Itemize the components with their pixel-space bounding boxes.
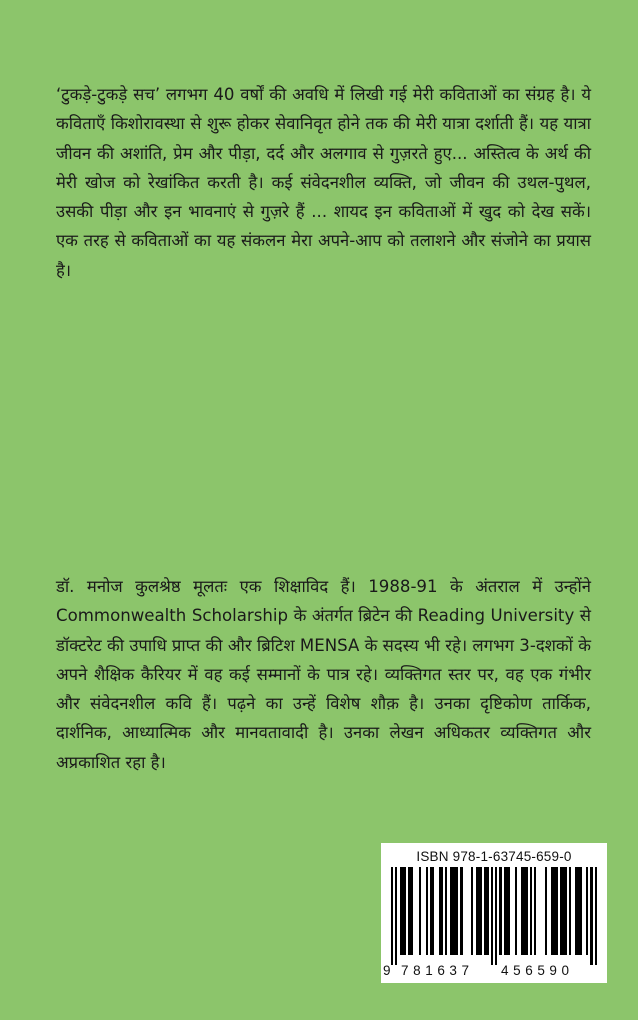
barcode-bar-13 [484, 867, 488, 955]
barcode-digit-first: 9 [383, 963, 391, 978]
barcode-bar-27 [586, 867, 588, 955]
barcode-bar-11 [471, 867, 473, 955]
isbn-label: ISBN 978-1-63745-659-0 [416, 849, 572, 864]
barcode-bar-2 [400, 867, 407, 955]
barcode-bar-19 [521, 867, 528, 955]
barcode-bar-1 [395, 867, 397, 965]
barcode-bar-25 [569, 867, 571, 955]
barcode-bar-28 [590, 867, 592, 965]
barcode-bar-12 [476, 867, 483, 955]
barcode-bar-6 [430, 867, 434, 955]
barcode-bar-15 [495, 867, 497, 965]
barcode-bar-21 [534, 867, 536, 955]
barcode-bars [391, 867, 597, 965]
barcode-bar-5 [426, 867, 428, 955]
barcode-bar-22 [545, 867, 547, 955]
barcode-bar-7 [439, 867, 443, 955]
barcode-bar-29 [595, 867, 597, 965]
barcode-bar-10 [460, 867, 462, 955]
barcode-bar-9 [450, 867, 459, 955]
barcode-digits [381, 963, 607, 981]
barcode-bar-3 [408, 867, 412, 955]
isbn-barcode [381, 843, 607, 983]
barcode-bar-18 [515, 867, 517, 955]
barcode-digits-right: 456590 [501, 963, 574, 978]
barcode-bar-24 [560, 867, 567, 955]
barcode-bar-23 [551, 867, 558, 955]
barcode-bar-8 [445, 867, 447, 955]
barcode-bar-14 [491, 867, 493, 965]
barcode-bar-4 [419, 867, 421, 955]
barcode-digits-left: 781637 [401, 963, 474, 978]
barcode-bar-0 [391, 867, 393, 965]
author-bio: डॉ. मनोज कुलश्रेष्ठ मूलतः एक शिक्षाविद हैं। 1988-91 के अंतराल में उन्होंने Commonwealth Scholarship के अंतर्गत ब्रिटेन की Reading University से डॉक्टरेट की उपाधि प्राप्त की और ब्रिटिश MENSA के सदस्य भी रहे। लगभग 3-दशकों के अपने शैक्षिक कैरियर में वह कई सम्मानों के पात्र रहे। व्यक्तिगत स्तर पर, वह एक गंभीर और संवेदनशील कवि हैं। पढ़ने का उन्हें विशेष शौक़ है। उनका दृष्टिकोण तार्किक, दार्शनिक, आध्यात्मिक और मानवतावादी है। उनका लेखन अधिकतर व्यक्तिगत और अप्रकाशित रहा है। [56, 577, 591, 772]
barcode-bar-17 [504, 867, 511, 955]
barcode-bar-26 [575, 867, 582, 955]
barcode-bar-20 [530, 867, 532, 955]
barcode-bar-16 [499, 867, 501, 955]
book-description: ‘टुकड़े-टुकड़े सच’ लगभग 40 वर्षों की अवधि में लिखी गई मेरी कविताओं का संग्रह है। ये कविताएँ किशोरावस्था से शुरू होकर सेवानिवृत होने तक की मेरी यात्रा दर्शाती हैं। यह यात्रा जीवन की अशांति, प्रेम और पीड़ा, दर्द और अलगाव से गुज़रते हुए... अस्तित्व के अर्थ की मेरी खोज को रेखांकित करती है। कई संवेदनशील व्यक्ति, जो जीवन की उथल-पुथल, उसकी पीड़ा और इन भावनाएं से गुज़रे हैं ... शायद इन कविताओं में खुद को देख सकें। एक तरह से कविताओं का यह संकलन मेरा अपने-आप को तलाशने और संजोने का प्रयास है। [56, 85, 591, 280]
